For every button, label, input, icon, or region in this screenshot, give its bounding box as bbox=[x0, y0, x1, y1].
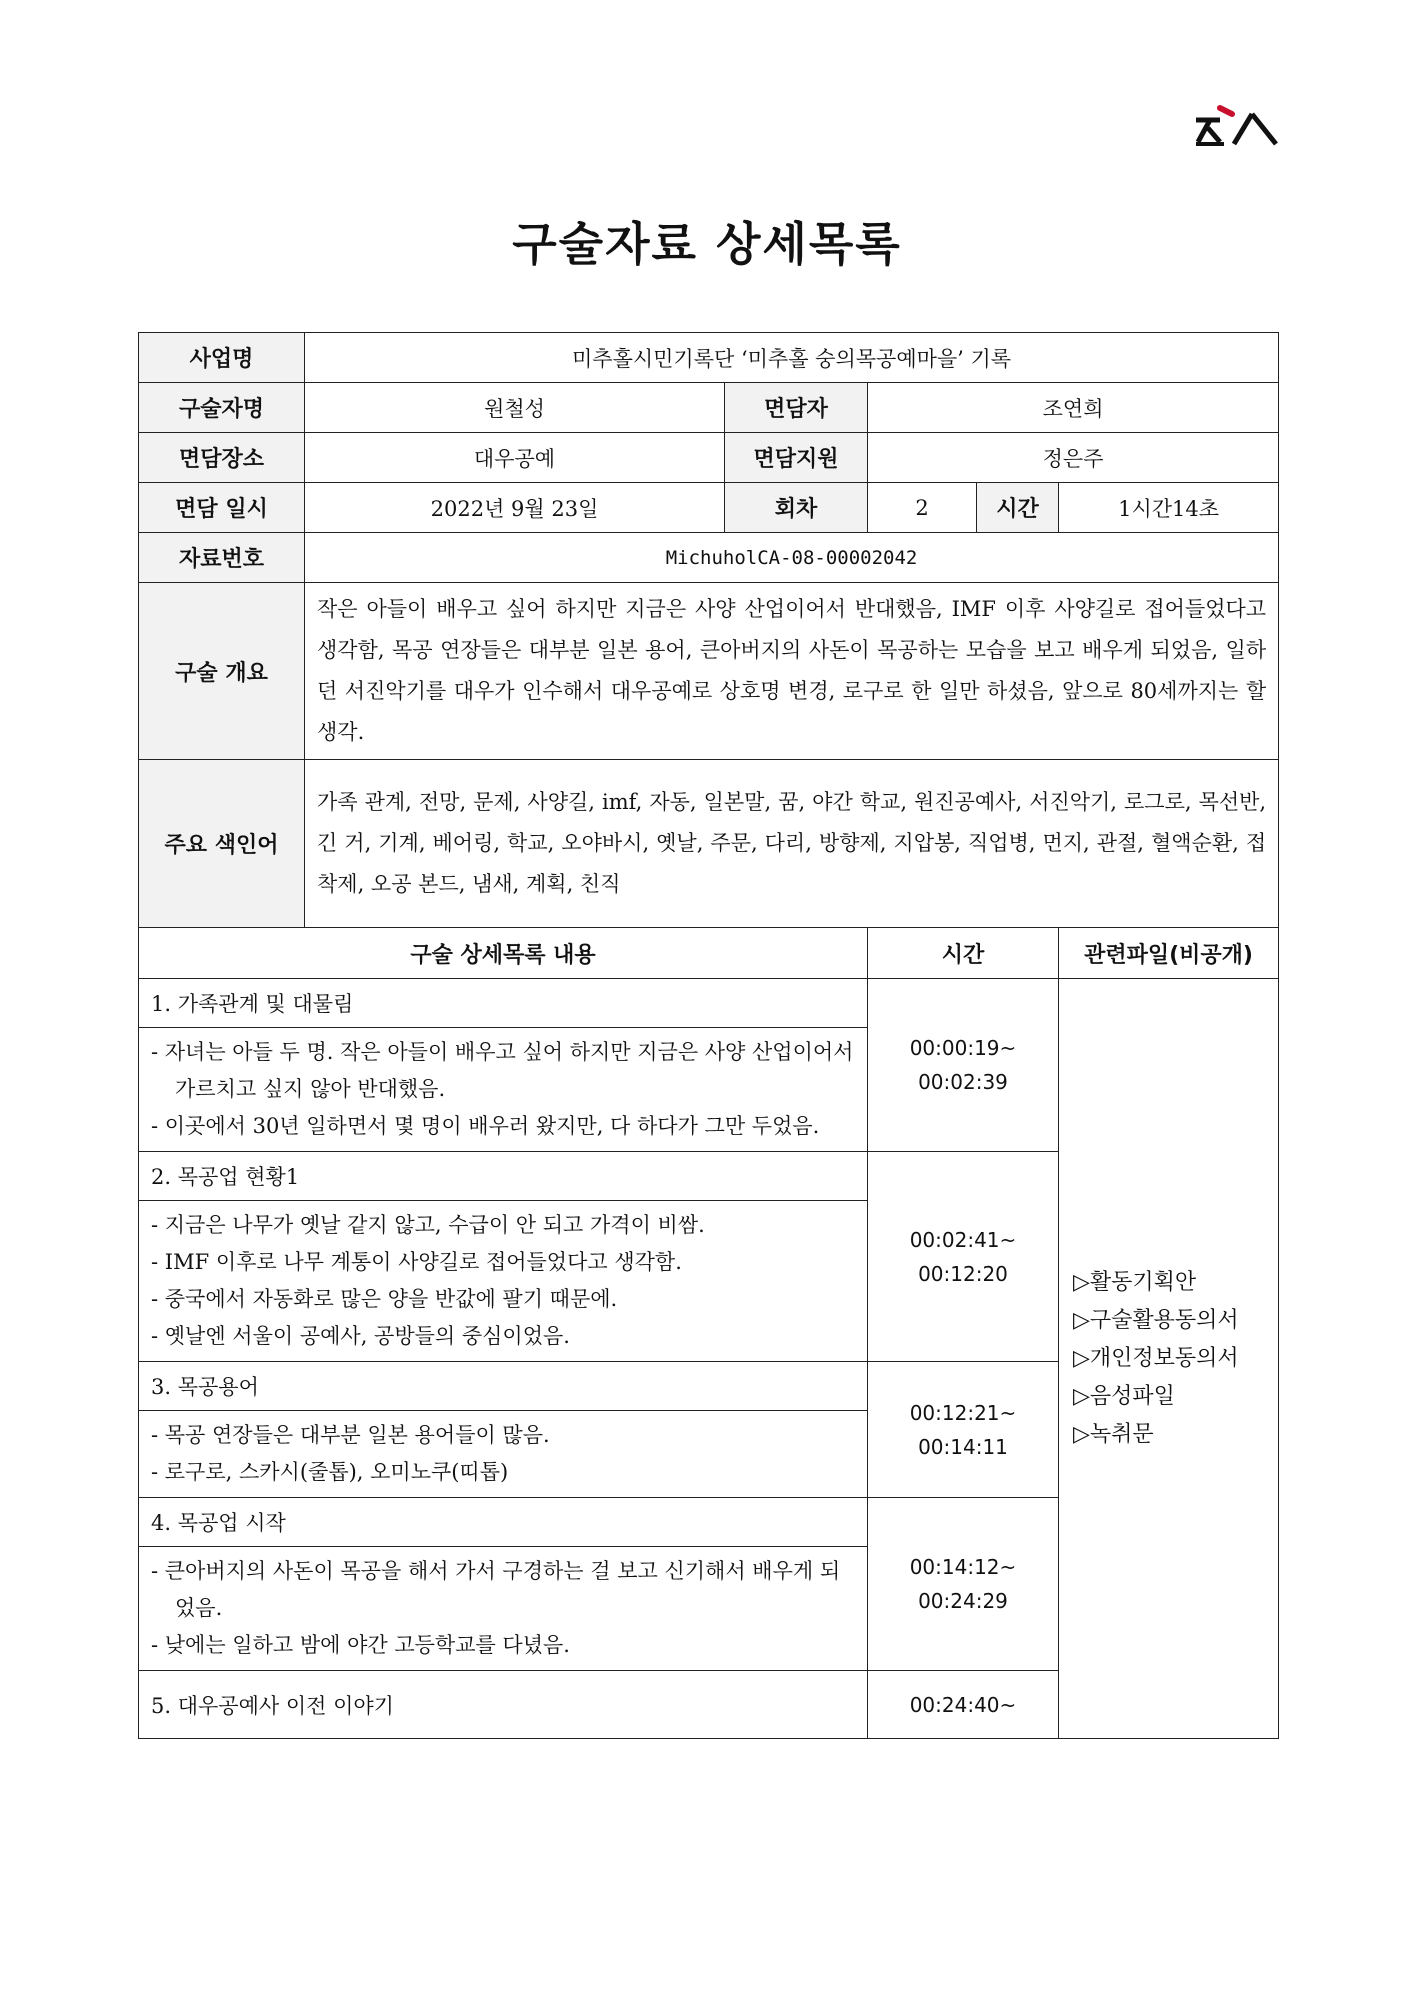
section-time bbox=[868, 1671, 1059, 1739]
date-label: 면담 일시 bbox=[139, 483, 305, 533]
support-label: 면담지원 bbox=[725, 433, 868, 483]
section-items bbox=[139, 1547, 868, 1671]
list-item: - 자녀는 아들 두 명. 작은 아들이 배우고 싶어 하지만 지금은 사양 산업이어서 가르치고 싶지 않아 반대했음. bbox=[151, 1040, 854, 1101]
business-label: 사업명 bbox=[139, 333, 305, 383]
section-title: 3. 목공용어 bbox=[139, 1362, 868, 1411]
list-item: - 중국에서 자동화로 많은 양을 반값에 팔기 때문에. bbox=[151, 1287, 618, 1311]
oral-record-table bbox=[138, 332, 1279, 1739]
keywords-label: 주요 색인어 bbox=[139, 760, 305, 928]
time-start: 00:24:40~ bbox=[909, 1692, 1017, 1717]
time-end: 00:02:39 bbox=[918, 1070, 1008, 1094]
narrator-label: 구술자명 bbox=[139, 383, 305, 433]
section-time bbox=[868, 1152, 1059, 1362]
list-item: - 큰아버지의 사돈이 목공을 해서 가서 구경하는 걸 보고 신기해서 배우게 되었음. bbox=[151, 1559, 841, 1620]
section-title: 4. 목공업 시작 bbox=[139, 1498, 868, 1547]
summary-value: 작은 아들이 배우고 싶어 하지만 지금은 사양 산업이어서 반대했음, IMF 이후 사양길로 접어들었다고 생각함, 목공 연장들은 대부분 일본 용어, 큰아버지의 사돈이 목공하는 모습을 보고 배우게 되었음, 일하던 서진악기를 대우가 인수해서 대우공예로 상호명 변경, 로구로 한 일만 하셨음, 앞으로 80세까지는 할 생각. bbox=[305, 583, 1279, 760]
details-header-files: 관련파일(비공개) bbox=[1059, 928, 1279, 979]
archive-logo-icon bbox=[1190, 104, 1280, 148]
list-item: - 이곳에서 30년 일하면서 몇 명이 배우러 왔지만, 다 하다가 그만 두었음. bbox=[151, 1114, 820, 1138]
file-item: ▷활동기획안 bbox=[1073, 1269, 1197, 1295]
time-end: 00:12:20 bbox=[918, 1261, 1008, 1286]
id-value: MichuholCA-08-00002042 bbox=[305, 533, 1279, 583]
file-item: ▷음성파일 bbox=[1073, 1383, 1175, 1409]
time-start: 00:14:12~ bbox=[909, 1555, 1017, 1579]
section-items bbox=[139, 1411, 868, 1498]
interviewer-value: 조연희 bbox=[868, 383, 1279, 433]
section-title: 1. 가족관계 및 대물림 bbox=[139, 979, 868, 1028]
section-title: 2. 목공업 현황1 bbox=[139, 1152, 868, 1201]
page-title: 구술자료 상세목록 bbox=[512, 217, 902, 271]
section-title: 5. 대우공예사 이전 이야기 bbox=[139, 1671, 868, 1739]
keywords-value: 가족 관계, 전망, 문제, 사양길, imf, 자동, 일본말, 꿈, 야간 학교, 원진공예사, 서진악기, 로그로, 목선반, 긴 거, 기계, 베어링, 학교, 오야바시, 옛날, 주문, 다리, 방향제, 지압봉, 직업병, 먼지, 관절, 혈액순환, 접착제, 오공 본드, 냄새, 계획, 친직 bbox=[305, 760, 1279, 928]
interviewer-label: 면담자 bbox=[725, 383, 868, 433]
file-item: ▷개인정보동의서 bbox=[1073, 1345, 1239, 1371]
section-items bbox=[139, 1201, 868, 1362]
session-label: 회차 bbox=[725, 483, 868, 533]
place-value: 대우공예 bbox=[305, 433, 725, 483]
list-item: - 옛날엔 서울이 공예사, 공방들의 중심이었음. bbox=[151, 1324, 570, 1348]
id-label: 자료번호 bbox=[139, 533, 305, 583]
details-header-content: 구술 상세목록 내용 bbox=[139, 928, 868, 979]
file-item: ▷녹취문 bbox=[1073, 1421, 1154, 1447]
business-value: 미추홀시민기록단 ‘미추홀 숭의목공예마을’ 기록 bbox=[305, 333, 1279, 383]
time-start: 00:02:41~ bbox=[909, 1227, 1017, 1252]
related-files bbox=[1059, 979, 1279, 1739]
duration-value: 1시간14초 bbox=[1059, 483, 1279, 533]
list-item: - IMF 이후로 나무 계통이 사양길로 접어들었다고 생각함. bbox=[151, 1250, 682, 1274]
duration-label: 시간 bbox=[977, 483, 1059, 533]
list-item: - 낮에는 일하고 밤에 야간 고등학교를 다녔음. bbox=[151, 1633, 570, 1657]
place-label: 면담장소 bbox=[139, 433, 305, 483]
details-header-time: 시간 bbox=[868, 928, 1059, 979]
list-item: - 목공 연장들은 대부분 일본 용어들이 많음. bbox=[151, 1423, 550, 1447]
session-value: 2 bbox=[868, 483, 977, 533]
list-item: - 지금은 나무가 옛날 같지 않고, 수급이 안 되고 가격이 비쌈. bbox=[151, 1213, 705, 1237]
time-end: 00:24:29 bbox=[918, 1589, 1008, 1613]
section-items bbox=[139, 1028, 868, 1152]
list-item: - 로구로, 스카시(줄톱), 오미노쿠(띠톱) bbox=[151, 1460, 509, 1484]
section-time bbox=[868, 1498, 1059, 1671]
time-start: 00:12:21~ bbox=[909, 1400, 1017, 1425]
time-end: 00:14:11 bbox=[918, 1434, 1008, 1459]
date-value: 2022년 9월 23일 bbox=[305, 483, 725, 533]
summary-label: 구술 개요 bbox=[139, 583, 305, 760]
section-time bbox=[868, 1362, 1059, 1498]
section-time bbox=[868, 979, 1059, 1152]
support-value: 정은주 bbox=[868, 433, 1279, 483]
narrator-value: 원철성 bbox=[305, 383, 725, 433]
file-item: ▷구술활용동의서 bbox=[1073, 1307, 1239, 1333]
time-start: 00:00:19~ bbox=[909, 1036, 1017, 1060]
